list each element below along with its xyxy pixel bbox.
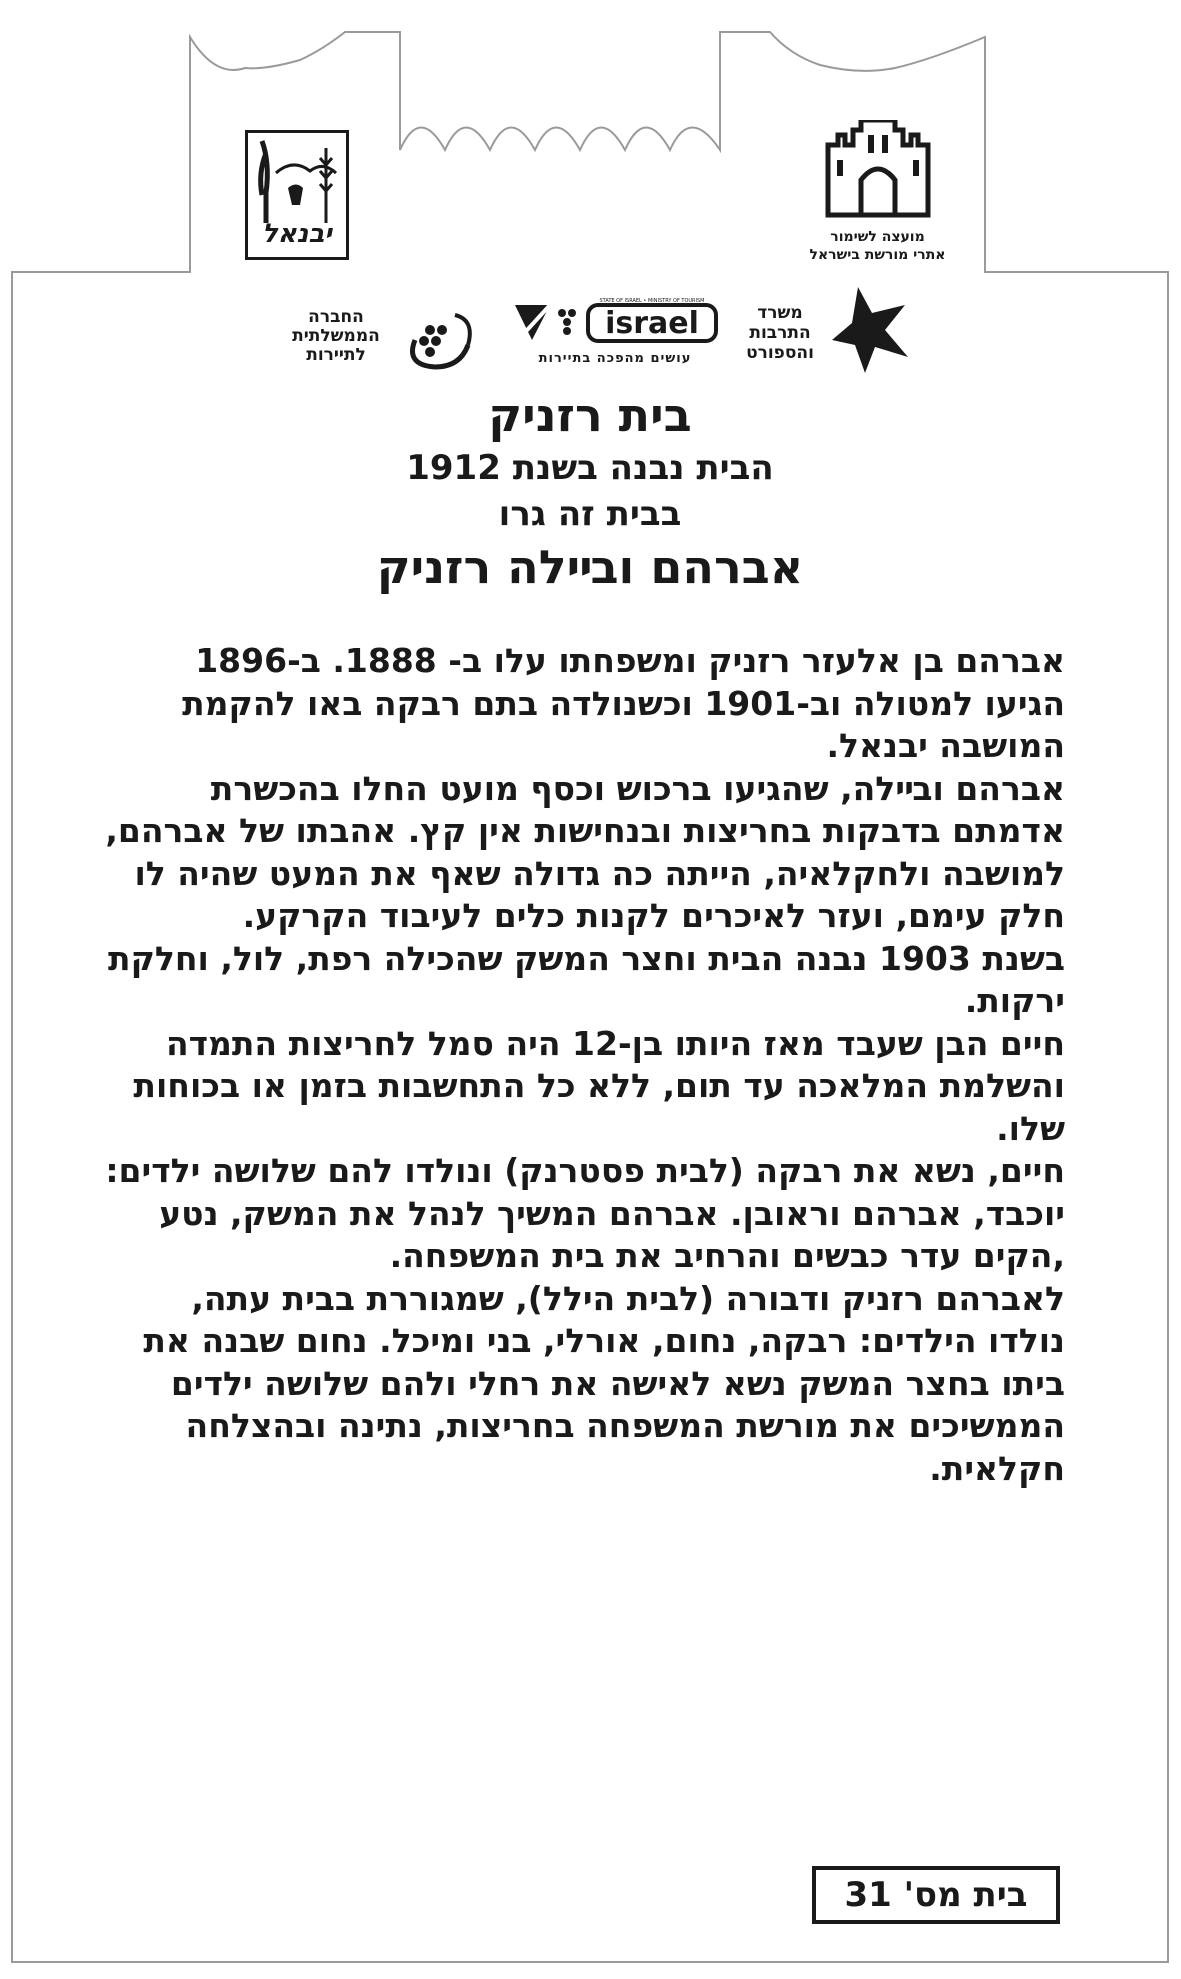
built-year: הבית נבנה בשנת 1912 xyxy=(406,448,774,488)
culture-line-1: משרד xyxy=(757,303,803,323)
company-line-1: החברה xyxy=(308,307,364,327)
council-line-1: מועצה לשימור xyxy=(830,229,925,245)
ministry-logos-row xyxy=(270,285,910,380)
star-burst-icon xyxy=(830,285,910,375)
culture-line-2: התרבות xyxy=(749,323,811,343)
castle-icon xyxy=(823,120,933,220)
grapes-icon xyxy=(400,305,480,375)
paragraph: אברהם בן אלעזר רזניק ומשפחתו עלו ב- 1888. ב-1896 הגיעו למטולה וב-1901 וכשנולדה בתם רבקה באו להקמת המושבה יבנאל. xyxy=(182,641,1065,765)
yavnael-logo xyxy=(245,130,349,260)
paragraph: חיים, נשא את רבקה (לבית פסטרנק) ונולדו להם שלושה ילדים: יוכבד, אברהם וראובן. אברהם המשיך לנהל את המשק, נטע ,הקים עדר כבשים והרחיב את בית המשפחה. xyxy=(105,1151,1065,1275)
history-text xyxy=(105,640,1065,1490)
israel-small-text: STATE OF ISRAEL • MINISTRY OF TOURISM xyxy=(599,298,705,304)
council-line-2: אתרי מורשת בישראל xyxy=(809,247,946,263)
paragraph: לאברהם רזניק ודבורה (לבית הילל), שמגוררת בבית עתה, נולדו הילדים: רבקה, נחום, אורלי, בני ומיכל. נחום שבנה את ביתו בחצר המשק נשא לאישה את רחלי ולהם שלושה ילדים הממשיכים את מורשת המשפחה בחריצות, נתינה ובהצלחה חקלאית. xyxy=(143,1278,1065,1488)
israel-tourism-logo xyxy=(510,295,720,375)
tourism-company-logo xyxy=(280,290,480,380)
lived-here: בבית זה גרו xyxy=(498,494,682,534)
preservation-council-logo xyxy=(790,120,965,270)
council-text xyxy=(790,228,965,264)
house-number-badge: בית מס' 31 xyxy=(812,1866,1060,1924)
title-block xyxy=(300,385,880,597)
company-line-2: הממשלתית xyxy=(292,326,380,346)
israel-wordmark: israel xyxy=(605,306,699,341)
paragraph: חיים הבן שעבד מאז היותו בן-12 היה סמל לחריצות התמדה והשלמת המלאכה עד תום, ללא כל התחשבות בזמן או בכוחות שלו. xyxy=(133,1023,1065,1148)
culture-line-3: והספורט xyxy=(746,343,814,363)
yavnael-logo-text: יבנאל xyxy=(262,219,332,249)
israel-wordmark-icon xyxy=(510,295,720,345)
israel-slogan: עושים מהפכה בתיירות xyxy=(538,351,692,366)
culture-ministry-logo xyxy=(725,285,910,380)
page-title: בית רזניק xyxy=(488,388,692,442)
paragraph: בשנת 1903 נבנה הבית וחצר המשק שהכילה רפת, לול, וחלקת ירקות. xyxy=(108,938,1065,1020)
company-line-3: לתיירות xyxy=(306,345,366,365)
paragraph: אברהם ובײלה, שהגיעו ברכוש וכסף מועט החלו בהכשרת אדמתם בדבקות בחריצות ובנחישות אין קץ. אהבתו של אברהם, למושבה ולחקלאיה, הייתה כה גדולה שאף את המעט שהיה לו חלק עימם, ועזר לאיכרים לקנות כלים לעיבוד הקרקע. xyxy=(105,768,1065,935)
residents-names: אברהם ובײלה רזניק xyxy=(376,540,804,594)
